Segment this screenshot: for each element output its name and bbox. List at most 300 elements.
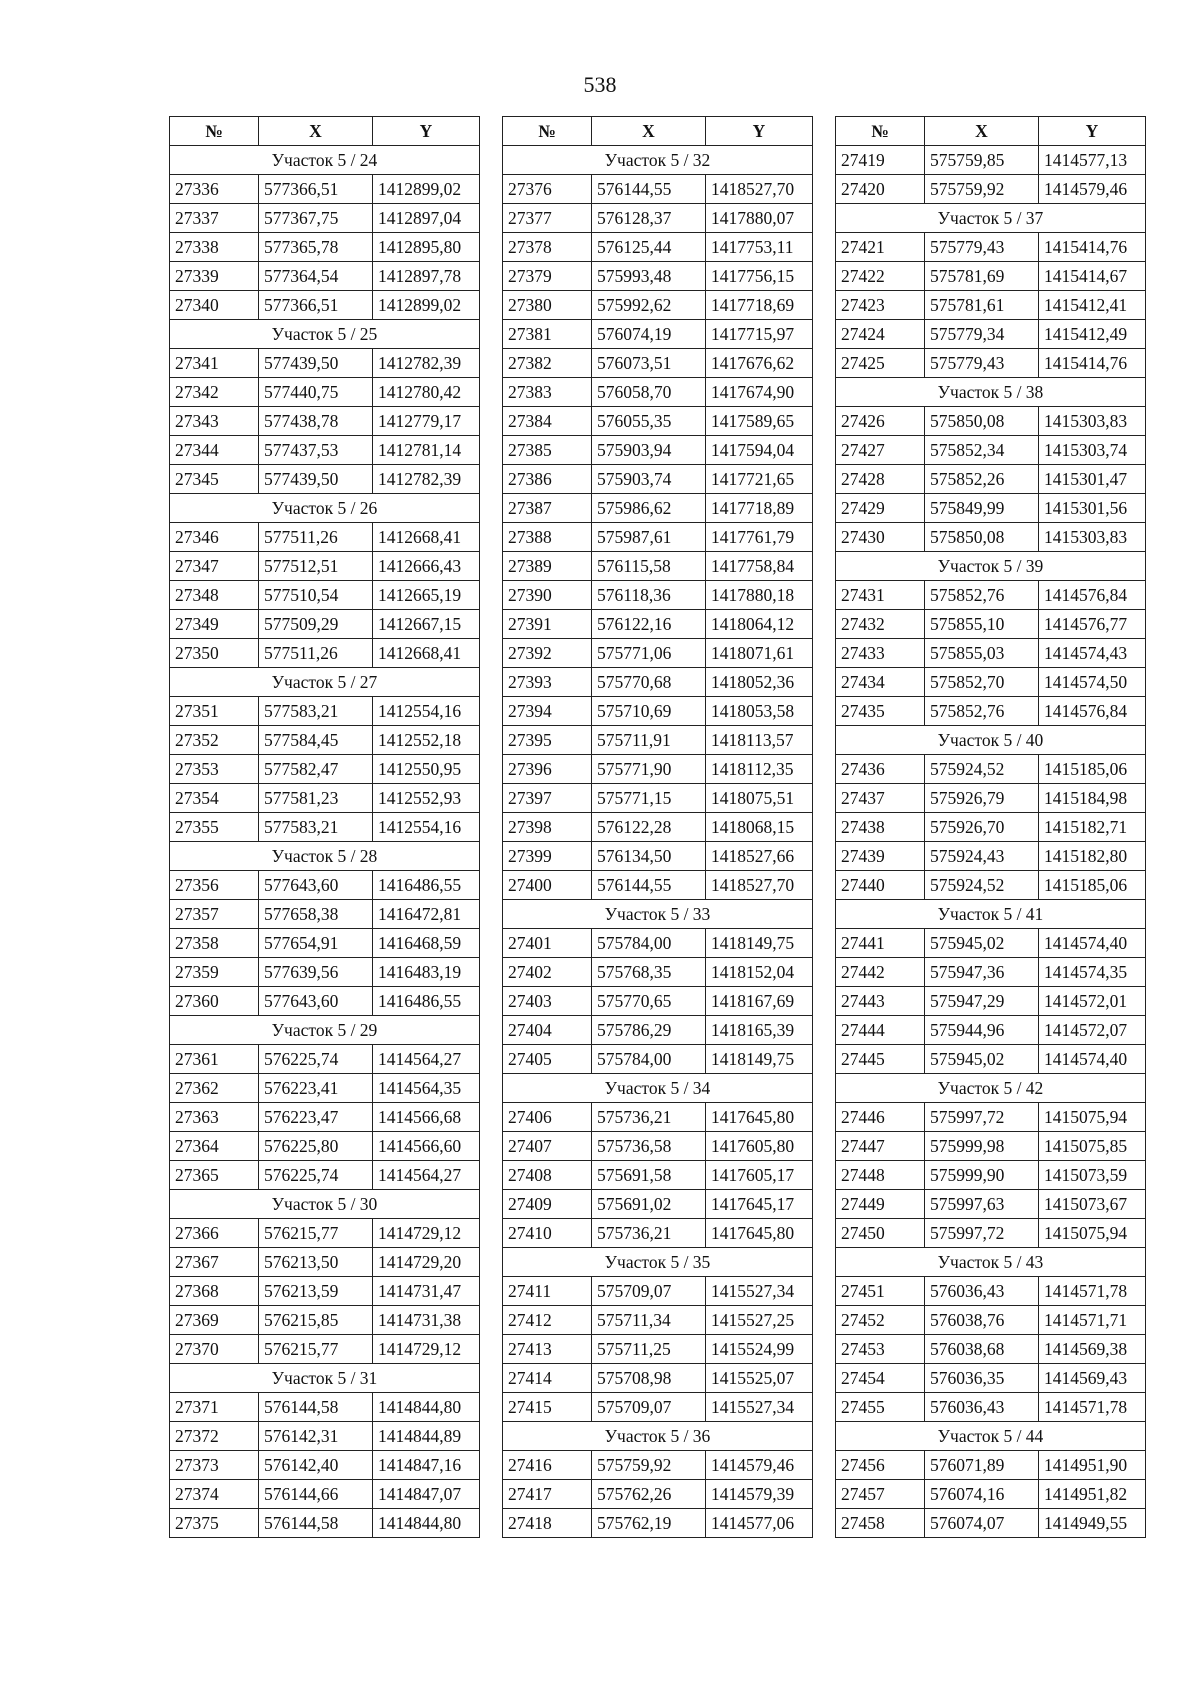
x-coordinate-cell: 575997,72	[925, 1103, 1039, 1132]
table-row	[170, 262, 480, 291]
table-row	[503, 1480, 813, 1509]
point-number-cell: 27398	[503, 813, 592, 842]
y-coordinate-cell: 1414569,43	[1039, 1364, 1146, 1393]
y-coordinate-cell: 1417645,80	[706, 1103, 813, 1132]
point-number-cell: 27369	[170, 1306, 259, 1335]
table-row	[503, 436, 813, 465]
table-row	[170, 900, 480, 929]
x-coordinate-cell: 575736,21	[592, 1103, 706, 1132]
section-title: Участок 5 / 39	[836, 552, 1146, 581]
point-number-cell: 27382	[503, 349, 592, 378]
table-row	[836, 465, 1146, 494]
section-row	[503, 900, 813, 929]
y-coordinate-cell: 1412899,02	[373, 291, 480, 320]
x-coordinate-cell: 575852,26	[925, 465, 1039, 494]
point-number-cell: 27412	[503, 1306, 592, 1335]
y-coordinate-cell: 1414571,71	[1039, 1306, 1146, 1335]
point-number-cell: 27396	[503, 755, 592, 784]
x-coordinate-cell: 576144,66	[259, 1480, 373, 1509]
section-title: Участок 5 / 37	[836, 204, 1146, 233]
x-coordinate-cell: 575781,69	[925, 262, 1039, 291]
point-number-cell: 27341	[170, 349, 259, 378]
header-x: X	[259, 117, 373, 146]
y-coordinate-cell: 1414574,50	[1039, 668, 1146, 697]
section-row	[170, 668, 480, 697]
x-coordinate-cell: 575781,61	[925, 291, 1039, 320]
point-number-cell: 27384	[503, 407, 592, 436]
y-coordinate-cell: 1414572,01	[1039, 987, 1146, 1016]
y-coordinate-cell: 1414574,40	[1039, 929, 1146, 958]
table-row	[503, 726, 813, 755]
x-coordinate-cell: 575691,58	[592, 1161, 706, 1190]
x-coordinate-cell: 575987,61	[592, 523, 706, 552]
section-title: Участок 5 / 36	[503, 1422, 813, 1451]
point-number-cell: 27362	[170, 1074, 259, 1103]
y-coordinate-cell: 1415075,85	[1039, 1132, 1146, 1161]
point-number-cell: 27402	[503, 958, 592, 987]
table-row	[503, 349, 813, 378]
point-number-cell: 27394	[503, 697, 592, 726]
table-row	[836, 1190, 1146, 1219]
point-number-cell: 27403	[503, 987, 592, 1016]
y-coordinate-cell: 1414577,13	[1039, 146, 1146, 175]
x-coordinate-cell: 576215,77	[259, 1335, 373, 1364]
x-coordinate-cell: 575736,58	[592, 1132, 706, 1161]
point-number-cell: 27343	[170, 407, 259, 436]
y-coordinate-cell: 1415073,67	[1039, 1190, 1146, 1219]
table-row	[503, 465, 813, 494]
table-row	[836, 1219, 1146, 1248]
y-coordinate-cell: 1415414,67	[1039, 262, 1146, 291]
x-coordinate-cell: 575903,74	[592, 465, 706, 494]
x-coordinate-cell: 577511,26	[259, 639, 373, 668]
section-row	[503, 1074, 813, 1103]
table-row	[836, 987, 1146, 1016]
table-row	[170, 1219, 480, 1248]
y-coordinate-cell: 1414574,35	[1039, 958, 1146, 987]
x-coordinate-cell: 575708,98	[592, 1364, 706, 1393]
point-number-cell: 27451	[836, 1277, 925, 1306]
y-coordinate-cell: 1412667,15	[373, 610, 480, 639]
point-number-cell: 27389	[503, 552, 592, 581]
table-row	[836, 581, 1146, 610]
x-coordinate-cell: 575771,15	[592, 784, 706, 813]
point-number-cell: 27447	[836, 1132, 925, 1161]
y-coordinate-cell: 1416486,55	[373, 871, 480, 900]
point-number-cell: 27374	[170, 1480, 259, 1509]
x-coordinate-cell: 577439,50	[259, 349, 373, 378]
x-coordinate-cell: 577583,21	[259, 697, 373, 726]
x-coordinate-cell: 575784,00	[592, 929, 706, 958]
x-coordinate-cell: 575999,98	[925, 1132, 1039, 1161]
table-row	[836, 610, 1146, 639]
table-row	[503, 871, 813, 900]
section-title: Участок 5 / 34	[503, 1074, 813, 1103]
coordinate-table-2	[502, 116, 813, 1538]
table-row	[170, 871, 480, 900]
point-number-cell: 27407	[503, 1132, 592, 1161]
point-number-cell: 27431	[836, 581, 925, 610]
header-y: Y	[1039, 117, 1146, 146]
point-number-cell: 27439	[836, 842, 925, 871]
x-coordinate-cell: 575850,08	[925, 523, 1039, 552]
x-coordinate-cell: 575709,07	[592, 1393, 706, 1422]
point-number-cell: 27434	[836, 668, 925, 697]
section-row	[503, 1422, 813, 1451]
x-coordinate-cell: 577438,78	[259, 407, 373, 436]
x-coordinate-cell: 576142,31	[259, 1422, 373, 1451]
y-coordinate-cell: 1412552,18	[373, 726, 480, 755]
point-number-cell: 27406	[503, 1103, 592, 1132]
table-row	[836, 1364, 1146, 1393]
table-row	[503, 958, 813, 987]
header-number: №	[836, 117, 925, 146]
point-number-cell: 27454	[836, 1364, 925, 1393]
x-coordinate-cell: 576225,74	[259, 1161, 373, 1190]
y-coordinate-cell: 1416468,59	[373, 929, 480, 958]
x-coordinate-cell: 576213,50	[259, 1248, 373, 1277]
table-row	[170, 1393, 480, 1422]
table-row	[836, 871, 1146, 900]
table-row	[170, 175, 480, 204]
section-title: Участок 5 / 35	[503, 1248, 813, 1277]
table-row	[170, 987, 480, 1016]
y-coordinate-cell: 1418112,35	[706, 755, 813, 784]
point-number-cell: 27422	[836, 262, 925, 291]
table-row	[503, 1132, 813, 1161]
x-coordinate-cell: 575945,02	[925, 1045, 1039, 1074]
x-coordinate-cell: 576038,76	[925, 1306, 1039, 1335]
section-title: Участок 5 / 41	[836, 900, 1146, 929]
section-row	[170, 1364, 480, 1393]
table-row	[836, 668, 1146, 697]
y-coordinate-cell: 1417880,18	[706, 581, 813, 610]
point-number-cell: 27372	[170, 1422, 259, 1451]
x-coordinate-cell: 575786,29	[592, 1016, 706, 1045]
y-coordinate-cell: 1418075,51	[706, 784, 813, 813]
point-number-cell: 27393	[503, 668, 592, 697]
y-coordinate-cell: 1414577,06	[706, 1509, 813, 1538]
x-coordinate-cell: 575852,76	[925, 581, 1039, 610]
y-coordinate-cell: 1415527,25	[706, 1306, 813, 1335]
point-number-cell: 27414	[503, 1364, 592, 1393]
section-title: Участок 5 / 27	[170, 668, 480, 697]
point-number-cell: 27444	[836, 1016, 925, 1045]
table-row	[836, 1509, 1146, 1538]
y-coordinate-cell: 1412665,19	[373, 581, 480, 610]
section-title: Участок 5 / 25	[170, 320, 480, 349]
x-coordinate-cell: 575771,90	[592, 755, 706, 784]
x-coordinate-cell: 575852,76	[925, 697, 1039, 726]
point-number-cell: 27419	[836, 146, 925, 175]
point-number-cell: 27421	[836, 233, 925, 262]
section-title: Участок 5 / 38	[836, 378, 1146, 407]
y-coordinate-cell: 1418052,36	[706, 668, 813, 697]
table-row	[170, 1045, 480, 1074]
point-number-cell: 27383	[503, 378, 592, 407]
x-coordinate-cell: 577582,47	[259, 755, 373, 784]
table-row	[836, 407, 1146, 436]
x-coordinate-cell: 575768,35	[592, 958, 706, 987]
point-number-cell: 27358	[170, 929, 259, 958]
section-row	[836, 552, 1146, 581]
point-number-cell: 27442	[836, 958, 925, 987]
table-row	[170, 378, 480, 407]
point-number-cell: 27380	[503, 291, 592, 320]
point-number-cell: 27391	[503, 610, 592, 639]
point-number-cell: 27415	[503, 1393, 592, 1422]
point-number-cell: 27370	[170, 1335, 259, 1364]
x-coordinate-cell: 576225,74	[259, 1045, 373, 1074]
point-number-cell: 27377	[503, 204, 592, 233]
point-number-cell: 27344	[170, 436, 259, 465]
x-coordinate-cell: 576225,80	[259, 1132, 373, 1161]
table-row	[170, 1306, 480, 1335]
point-number-cell: 27349	[170, 610, 259, 639]
x-coordinate-cell: 575850,08	[925, 407, 1039, 436]
table-row	[836, 929, 1146, 958]
table-row	[836, 291, 1146, 320]
point-number-cell: 27440	[836, 871, 925, 900]
table-row	[170, 1074, 480, 1103]
x-coordinate-cell: 576074,07	[925, 1509, 1039, 1538]
table-row	[503, 204, 813, 233]
point-number-cell: 27375	[170, 1509, 259, 1538]
y-coordinate-cell: 1412782,39	[373, 349, 480, 378]
table-row	[170, 552, 480, 581]
point-number-cell: 27429	[836, 494, 925, 523]
point-number-cell: 27388	[503, 523, 592, 552]
point-number-cell: 27353	[170, 755, 259, 784]
section-row	[503, 1248, 813, 1277]
point-number-cell: 27379	[503, 262, 592, 291]
x-coordinate-cell: 575711,25	[592, 1335, 706, 1364]
section-row	[836, 1422, 1146, 1451]
point-number-cell: 27428	[836, 465, 925, 494]
x-coordinate-cell: 576115,58	[592, 552, 706, 581]
x-coordinate-cell: 575852,70	[925, 668, 1039, 697]
point-number-cell: 27418	[503, 1509, 592, 1538]
point-number-cell: 27456	[836, 1451, 925, 1480]
point-number-cell: 27445	[836, 1045, 925, 1074]
table-row	[170, 523, 480, 552]
point-number-cell: 27385	[503, 436, 592, 465]
y-coordinate-cell: 1414847,07	[373, 1480, 480, 1509]
x-coordinate-cell: 576073,51	[592, 349, 706, 378]
x-coordinate-cell: 575691,02	[592, 1190, 706, 1219]
table-row	[836, 784, 1146, 813]
point-number-cell: 27410	[503, 1219, 592, 1248]
y-coordinate-cell: 1414731,47	[373, 1277, 480, 1306]
y-coordinate-cell: 1416472,81	[373, 900, 480, 929]
section-row	[170, 1016, 480, 1045]
table-row	[503, 1393, 813, 1422]
y-coordinate-cell: 1414579,39	[706, 1480, 813, 1509]
point-number-cell: 27390	[503, 581, 592, 610]
y-coordinate-cell: 1412554,16	[373, 813, 480, 842]
table-row	[503, 1306, 813, 1335]
y-coordinate-cell: 1415412,49	[1039, 320, 1146, 349]
point-number-cell: 27432	[836, 610, 925, 639]
x-coordinate-cell: 575759,85	[925, 146, 1039, 175]
table-row	[170, 784, 480, 813]
point-number-cell: 27368	[170, 1277, 259, 1306]
table-row	[503, 1219, 813, 1248]
table-row	[503, 407, 813, 436]
table-row	[503, 697, 813, 726]
table-row	[170, 1422, 480, 1451]
table-row	[836, 1016, 1146, 1045]
y-coordinate-cell: 1417645,80	[706, 1219, 813, 1248]
point-number-cell: 27346	[170, 523, 259, 552]
x-coordinate-cell: 577512,51	[259, 552, 373, 581]
x-coordinate-cell: 575947,36	[925, 958, 1039, 987]
x-coordinate-cell: 575779,34	[925, 320, 1039, 349]
y-coordinate-cell: 1415301,56	[1039, 494, 1146, 523]
table-row	[170, 1509, 480, 1538]
y-coordinate-cell: 1415414,76	[1039, 233, 1146, 262]
y-coordinate-cell: 1417721,65	[706, 465, 813, 494]
table-row	[836, 349, 1146, 378]
x-coordinate-cell: 575849,99	[925, 494, 1039, 523]
table-row	[170, 1103, 480, 1132]
y-coordinate-cell: 1417674,90	[706, 378, 813, 407]
x-coordinate-cell: 576122,16	[592, 610, 706, 639]
table-row	[170, 349, 480, 378]
point-number-cell: 27405	[503, 1045, 592, 1074]
x-coordinate-cell: 576215,85	[259, 1306, 373, 1335]
y-coordinate-cell: 1417605,80	[706, 1132, 813, 1161]
table-row	[836, 1306, 1146, 1335]
y-coordinate-cell: 1414564,27	[373, 1045, 480, 1074]
y-coordinate-cell: 1414949,55	[1039, 1509, 1146, 1538]
point-number-cell: 27386	[503, 465, 592, 494]
x-coordinate-cell: 575771,06	[592, 639, 706, 668]
table-row	[170, 1277, 480, 1306]
y-coordinate-cell: 1415185,06	[1039, 755, 1146, 784]
section-row	[836, 378, 1146, 407]
y-coordinate-cell: 1414951,90	[1039, 1451, 1146, 1480]
table-row	[503, 639, 813, 668]
table-row	[503, 1335, 813, 1364]
x-coordinate-cell: 575924,43	[925, 842, 1039, 871]
point-number-cell: 27378	[503, 233, 592, 262]
header-number: №	[503, 117, 592, 146]
table-row	[503, 320, 813, 349]
x-coordinate-cell: 576223,47	[259, 1103, 373, 1132]
x-coordinate-cell: 575924,52	[925, 755, 1039, 784]
point-number-cell: 27437	[836, 784, 925, 813]
y-coordinate-cell: 1414574,40	[1039, 1045, 1146, 1074]
x-coordinate-cell: 577643,60	[259, 987, 373, 1016]
point-number-cell: 27359	[170, 958, 259, 987]
point-number-cell: 27400	[503, 871, 592, 900]
x-coordinate-cell: 575986,62	[592, 494, 706, 523]
table-row	[170, 291, 480, 320]
table-row	[503, 494, 813, 523]
x-coordinate-cell: 576036,35	[925, 1364, 1039, 1393]
y-coordinate-cell: 1418053,58	[706, 697, 813, 726]
x-coordinate-cell: 576071,89	[925, 1451, 1039, 1480]
table-row	[836, 755, 1146, 784]
section-title: Участок 5 / 24	[170, 146, 480, 175]
x-coordinate-cell: 575779,43	[925, 233, 1039, 262]
table-row	[170, 407, 480, 436]
y-coordinate-cell: 1414729,12	[373, 1219, 480, 1248]
point-number-cell: 27373	[170, 1451, 259, 1480]
x-coordinate-cell: 576144,58	[259, 1393, 373, 1422]
x-coordinate-cell: 575993,48	[592, 262, 706, 291]
y-coordinate-cell: 1415182,80	[1039, 842, 1146, 871]
section-row	[503, 146, 813, 175]
x-coordinate-cell: 576144,55	[592, 175, 706, 204]
section-row	[170, 494, 480, 523]
x-coordinate-cell: 575709,07	[592, 1277, 706, 1306]
table-row	[836, 1045, 1146, 1074]
section-row	[836, 900, 1146, 929]
y-coordinate-cell: 1412554,16	[373, 697, 480, 726]
table-row	[836, 1451, 1146, 1480]
y-coordinate-cell: 1418068,15	[706, 813, 813, 842]
section-title: Участок 5 / 32	[503, 146, 813, 175]
x-coordinate-cell: 575762,26	[592, 1480, 706, 1509]
header-x: X	[592, 117, 706, 146]
table-row	[836, 1277, 1146, 1306]
table-row	[170, 755, 480, 784]
x-coordinate-cell: 577509,29	[259, 610, 373, 639]
table-row	[170, 1161, 480, 1190]
x-coordinate-cell: 575997,72	[925, 1219, 1039, 1248]
point-number-cell: 27413	[503, 1335, 592, 1364]
point-number-cell: 27371	[170, 1393, 259, 1422]
table-row	[503, 1103, 813, 1132]
x-coordinate-cell: 575926,79	[925, 784, 1039, 813]
x-coordinate-cell: 575992,62	[592, 291, 706, 320]
x-coordinate-cell: 575852,34	[925, 436, 1039, 465]
point-number-cell: 27449	[836, 1190, 925, 1219]
point-number-cell: 27435	[836, 697, 925, 726]
table-row	[503, 784, 813, 813]
x-coordinate-cell: 575997,63	[925, 1190, 1039, 1219]
x-coordinate-cell: 575779,43	[925, 349, 1039, 378]
x-coordinate-cell: 576038,68	[925, 1335, 1039, 1364]
y-coordinate-cell: 1412552,93	[373, 784, 480, 813]
x-coordinate-cell: 575944,96	[925, 1016, 1039, 1045]
y-coordinate-cell: 1414844,80	[373, 1509, 480, 1538]
y-coordinate-cell: 1415075,94	[1039, 1103, 1146, 1132]
x-coordinate-cell: 576036,43	[925, 1393, 1039, 1422]
point-number-cell: 27404	[503, 1016, 592, 1045]
table-row	[170, 581, 480, 610]
x-coordinate-cell: 576125,44	[592, 233, 706, 262]
x-coordinate-cell: 577510,54	[259, 581, 373, 610]
point-number-cell: 27364	[170, 1132, 259, 1161]
point-number-cell: 27360	[170, 987, 259, 1016]
table-row	[503, 1161, 813, 1190]
y-coordinate-cell: 1414579,46	[706, 1451, 813, 1480]
x-coordinate-cell: 577439,50	[259, 465, 373, 494]
y-coordinate-cell: 1418167,69	[706, 987, 813, 1016]
table-row	[170, 1480, 480, 1509]
x-coordinate-cell: 575770,68	[592, 668, 706, 697]
table-row	[170, 1132, 480, 1161]
y-coordinate-cell: 1414576,77	[1039, 610, 1146, 639]
y-coordinate-cell: 1418149,75	[706, 1045, 813, 1074]
table-row	[836, 1480, 1146, 1509]
table-header-row	[170, 117, 480, 146]
x-coordinate-cell: 577583,21	[259, 813, 373, 842]
y-coordinate-cell: 1415303,74	[1039, 436, 1146, 465]
